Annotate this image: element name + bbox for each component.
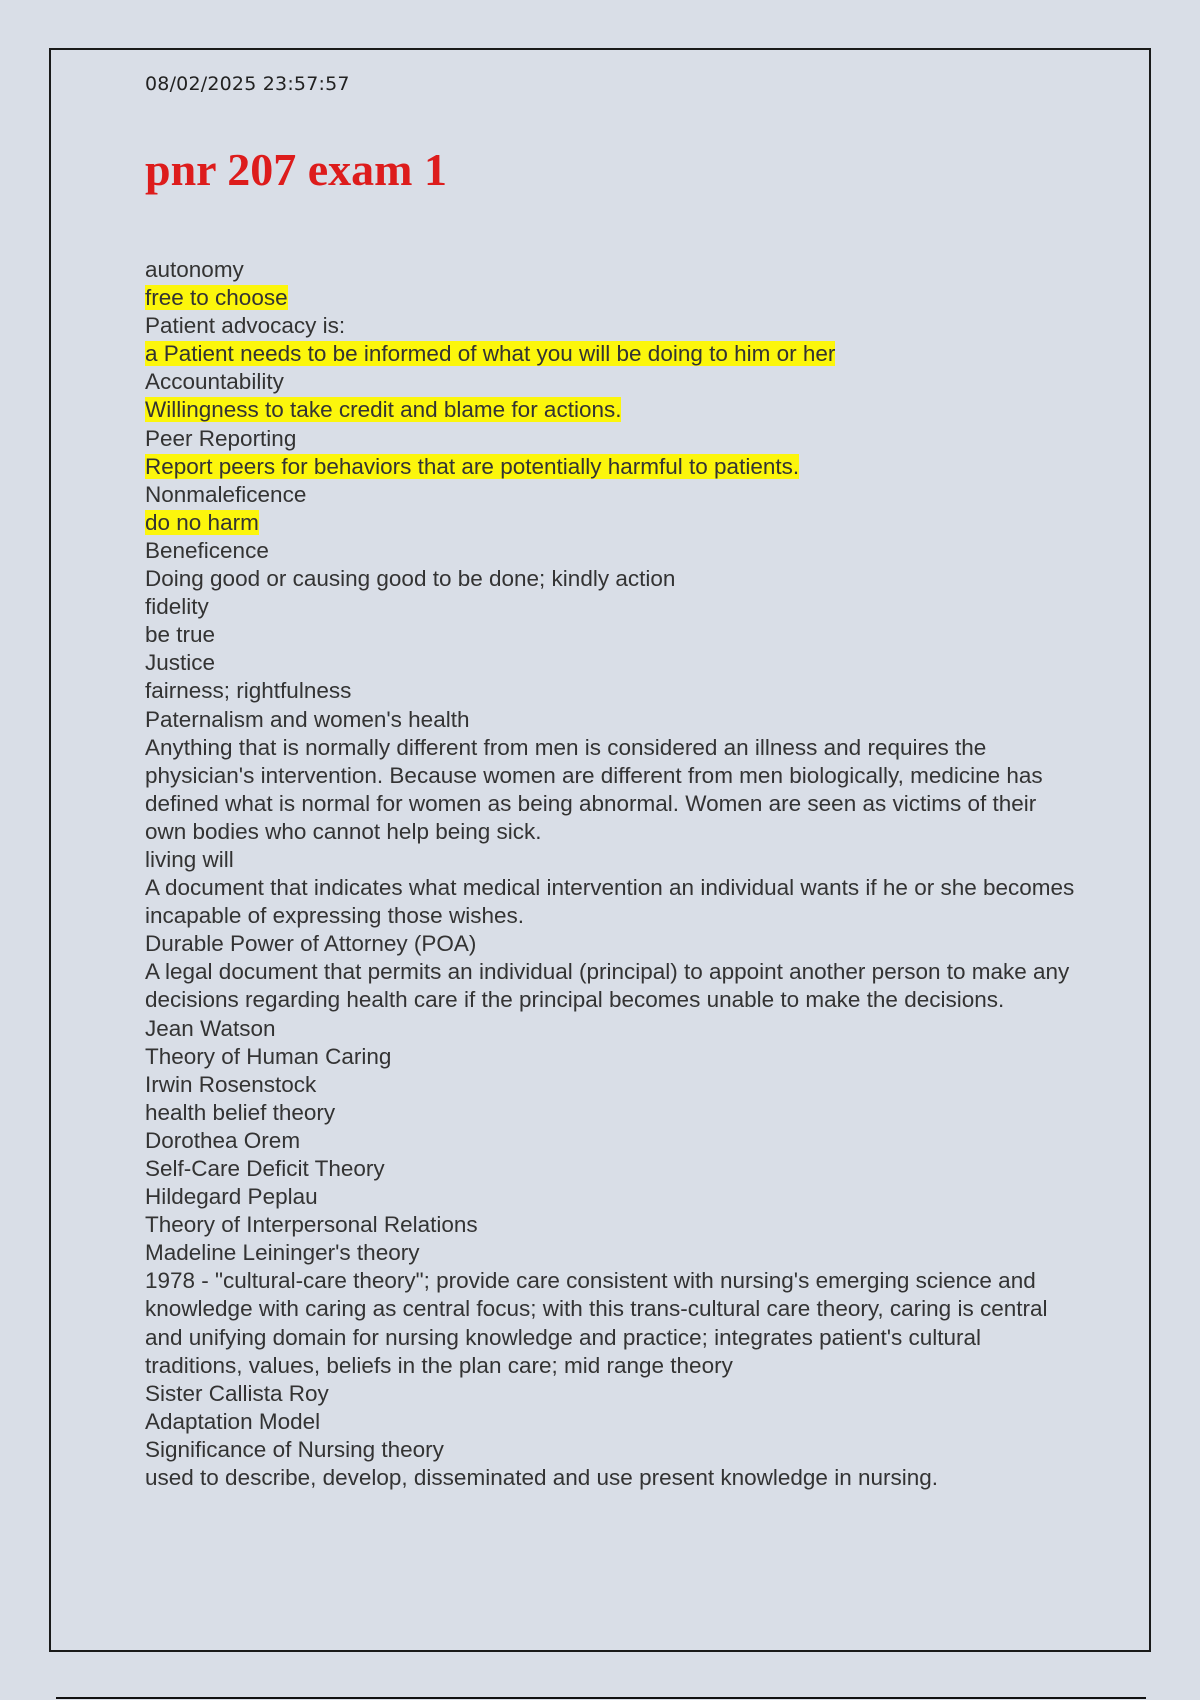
answer-line [145,396,1075,424]
answer-line [145,284,1075,312]
line-text: Justice [145,650,216,676]
line-text: Significance of Nursing theory [145,1436,444,1462]
line-text: A legal document that permits an individual (principal) to appoint another person to make any decisions regarding health care if the principal becomes unable to make the decisions. [145,959,1070,1013]
term-line [145,1380,1075,1408]
term-line [145,958,1075,1014]
line-text: health belief theory [145,1099,336,1125]
term-line [145,1015,1075,1043]
term-line [145,677,1075,705]
term-line [145,1408,1075,1436]
line-text: do no harm [145,509,259,535]
term-line [145,649,1075,677]
line-text: 1978 - "cultural-care theory"; provide care consistent with nursing's emerging science and knowledge with caring as central focus; with this trans-cultural care theory, caring is central and unifying domain for nursing knowledge and practice; integrates patient's cultural traditions, values, beliefs in the plan care; mid range theory [145,1268,1048,1378]
line-text: Doing good or causing good to be done; kindly action [145,566,676,592]
term-line [145,1211,1075,1239]
line-text: Dorothea Orem [145,1127,301,1153]
line-text: Peer Reporting [145,425,297,451]
answer-line [145,509,1075,537]
line-text: Hildegard Peplau [145,1184,318,1210]
line-text: A document that indicates what medical intervention an individual wants if he or she becomes incapable of expressing those wishes. [145,875,1075,929]
term-line [145,593,1075,621]
term-line [145,565,1075,593]
flashcard-list [145,256,1075,1492]
term-line [145,1071,1075,1099]
answer-line [145,453,1075,481]
term-line [145,425,1075,453]
term-line [145,1183,1075,1211]
line-text: Beneficence [145,537,269,563]
line-text: free to choose [145,285,288,311]
line-text: Theory of Human Caring [145,1043,392,1069]
term-line [145,1239,1075,1267]
line-text: fidelity [145,594,209,620]
term-line [145,1155,1075,1183]
document-title: pnr 207 exam 1 [145,144,447,195]
line-text: Paternalism and women's health [145,706,470,732]
line-text: Theory of Interpersonal Relations [145,1212,478,1238]
line-text: autonomy [145,257,244,282]
term-line [145,734,1075,846]
term-line [145,874,1075,930]
line-text: Report peers for behaviors that are potentially harmful to patients. [145,453,800,479]
term-line [145,481,1075,509]
term-line [145,312,1075,340]
line-text: Adaptation Model [145,1408,321,1434]
term-line [145,256,1075,284]
line-text: fairness; rightfulness [145,678,352,704]
term-line [145,1464,1075,1492]
term-line [145,1436,1075,1464]
line-text: Patient advocacy is: [145,313,346,339]
line-text: Irwin Rosenstock [145,1071,317,1097]
page-separator [56,1697,1146,1699]
term-line [145,621,1075,649]
term-line [145,706,1075,734]
term-line [145,846,1075,874]
term-line [145,1099,1075,1127]
line-text: Jean Watson [145,1015,276,1041]
line-text: Accountability [145,369,284,395]
answer-line [145,340,1075,368]
line-text: Willingness to take credit and blame for actions. [145,397,622,423]
term-line [145,368,1075,396]
term-line [145,1127,1075,1155]
line-text: living will [145,846,234,872]
term-line [145,1267,1075,1379]
line-text: Nonmaleficence [145,481,307,507]
term-line [145,537,1075,565]
line-text: used to describe, develop, disseminated and use present knowledge in nursing. [145,1465,939,1491]
line-text: Sister Callista Roy [145,1380,329,1406]
line-text: Durable Power of Attorney (POA) [145,931,477,957]
line-text: a Patient needs to be informed of what you will be doing to him or her [145,341,836,367]
line-text: Madeline Leininger's theory [145,1240,420,1266]
line-text: Anything that is normally different from men is considered an illness and requires the physician's intervention. Because women are different from men biologically, medicine has defined what is normal for women as being abnormal. Women are seen as victims of their own bodies who cannot help being sick. [145,734,1043,844]
term-line [145,1043,1075,1071]
line-text: be true [145,622,216,648]
print-timestamp: 08/02/2025 23:57:57 [145,73,350,95]
line-text: Self-Care Deficit Theory [145,1156,385,1181]
term-line [145,930,1075,958]
